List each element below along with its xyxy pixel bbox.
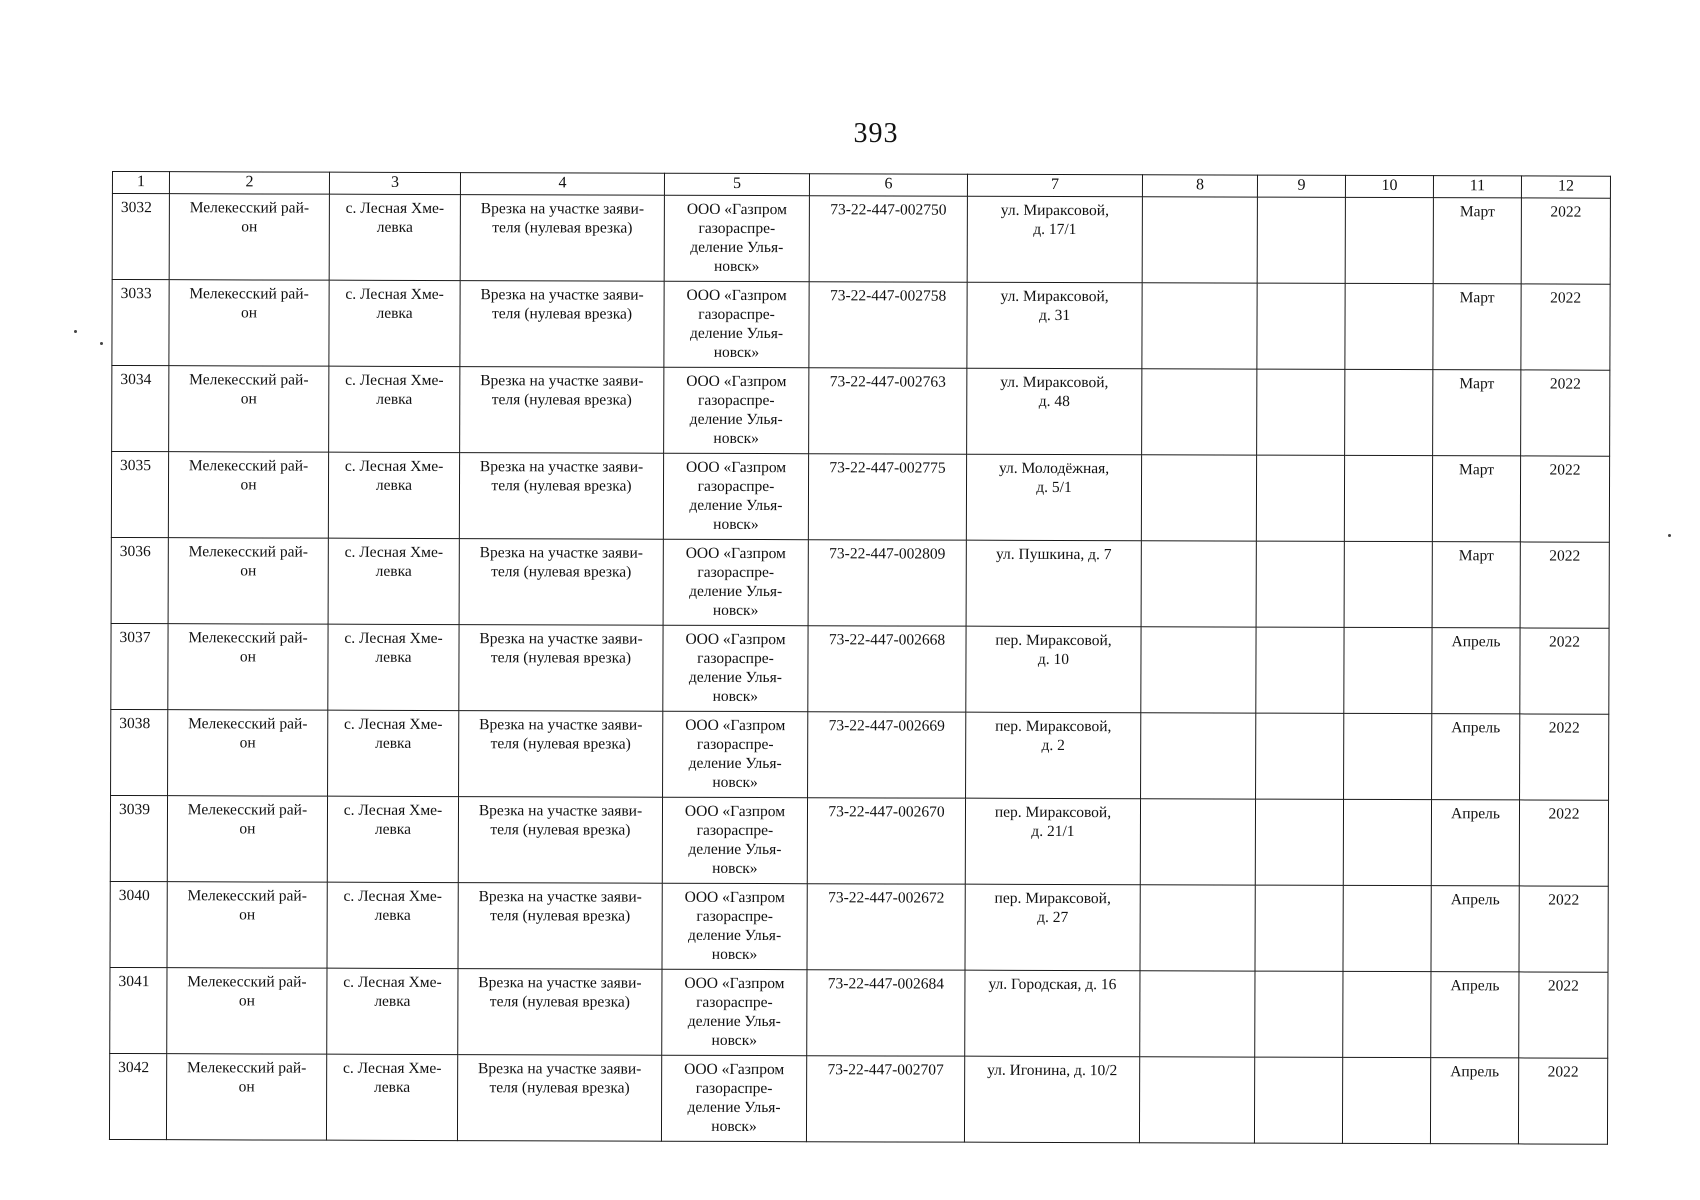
cell-text: ул. Городская, д. 16 (988, 975, 1117, 994)
cell-text: Мелекесский рай- он (189, 285, 309, 322)
cell-text: 73-22-447-002672 (828, 889, 945, 907)
cell-col-8 (1140, 799, 1255, 885)
cell-text: ООО «Газпром газораспре- деление Улья- новск» (685, 544, 786, 620)
cell-col-7 (966, 626, 1141, 713)
cell-text: Мелекесский рай- он (189, 199, 310, 236)
cell-col-5 (663, 453, 808, 539)
cell-text: ООО «Газпром газораспре- деление Улья- новск» (684, 1060, 785, 1136)
cell-col-11 (1432, 628, 1520, 714)
cell-col-12 (1520, 628, 1609, 714)
cell-text: 2022 (1548, 805, 1580, 823)
cell-col-11 (1430, 1058, 1518, 1144)
cell-text: с. Лесная Хме- левка (344, 543, 444, 580)
cell-col-2 (168, 452, 328, 539)
table-row (111, 452, 1609, 543)
cell-text: Март (1459, 203, 1495, 221)
cell-text: с. Лесная Хме- левка (344, 629, 443, 666)
cell-text: 2022 (1549, 547, 1581, 565)
cell-text: 3039 (118, 801, 151, 819)
table-row (110, 881, 1608, 972)
cell-text: ООО «Газпром газораспре- деление Улья- новск» (684, 802, 786, 878)
cell-text: Март (1459, 461, 1495, 479)
cell-col-4 (458, 883, 662, 970)
cell-text: ул. Игонина, д. 10/2 (987, 1061, 1118, 1080)
cell-col-4 (459, 625, 663, 712)
column-header-7: 7 (967, 174, 1142, 197)
cell-col-11 (1431, 886, 1519, 972)
cell-text: 3042 (118, 1059, 150, 1077)
cell-text: пер. Мираксовой, д. 21/1 (994, 803, 1112, 841)
cell-text: 3040 (118, 887, 150, 905)
cell-col-10 (1342, 1057, 1430, 1143)
cell-text: Врезка на участке заяви- теля (нулевая врезка) (480, 200, 645, 237)
cell-col-7 (967, 196, 1142, 283)
cell-col-4 (458, 969, 662, 1056)
cell-col-2 (168, 538, 328, 625)
cell-text: ул. Мираксовой, д. 17/1 (1000, 201, 1109, 239)
cell-col-10 (1343, 971, 1431, 1057)
cell-col-7 (967, 282, 1142, 369)
cell-text: с. Лесная Хме- левка (343, 801, 443, 838)
cell-col-9 (1257, 369, 1345, 455)
cell-text: ООО «Газпром газораспре- деление Улья- новск» (686, 200, 787, 276)
cell-col-1 (110, 881, 167, 967)
cell-col-5 (664, 367, 809, 453)
table-body (109, 194, 1610, 1145)
cell-col-11 (1432, 542, 1520, 628)
table-row (109, 1053, 1607, 1144)
cell-col-5 (662, 969, 807, 1055)
cell-col-4 (459, 453, 663, 540)
cell-col-8 (1141, 541, 1256, 627)
column-header-1: 1 (112, 172, 169, 194)
cell-col-9 (1257, 197, 1345, 283)
cell-col-3 (327, 968, 458, 1054)
cell-text: Врезка на участке заяви- теля (нулевая врезка) (478, 888, 642, 925)
cell-col-5 (662, 797, 807, 883)
cell-text: 73-22-447-002758 (829, 287, 947, 305)
cell-text: Врезка на участке заяви- теля (нулевая врезка) (478, 1060, 642, 1097)
cell-col-9 (1256, 627, 1344, 713)
cell-text: Врезка на участке заяви- теля (нулевая врезка) (480, 372, 644, 409)
column-header-4: 4 (460, 173, 664, 196)
cell-text: 73-22-447-002775 (829, 459, 946, 477)
cell-col-5 (662, 883, 807, 969)
cell-text: с. Лесная Хме- левка (342, 1059, 442, 1096)
cell-col-8 (1140, 971, 1255, 1057)
cell-text: Мелекесский рай- он (187, 887, 307, 924)
cell-text: Мелекесский рай- он (189, 371, 309, 408)
cell-text: 73-22-447-002684 (827, 975, 945, 993)
cell-col-9 (1255, 971, 1343, 1057)
cell-col-1 (111, 537, 168, 623)
cell-col-9 (1256, 713, 1344, 799)
cell-col-4 (458, 797, 662, 884)
cell-col-9 (1255, 885, 1343, 971)
cell-col-2 (166, 1054, 326, 1141)
cell-col-12 (1519, 886, 1608, 972)
cell-col-1 (111, 623, 168, 709)
table-row (112, 280, 1610, 371)
cell-text: Врезка на участке заяви- теля (нулевая врезка) (479, 544, 643, 581)
cell-col-9 (1256, 455, 1344, 541)
cell-text: 2022 (1549, 633, 1581, 651)
cell-text: 2022 (1550, 289, 1582, 307)
cell-col-6 (806, 1056, 964, 1142)
cell-col-1 (110, 795, 167, 881)
column-header-9: 9 (1257, 175, 1345, 197)
cell-col-7 (967, 368, 1142, 455)
cell-text: Апрель (1451, 633, 1501, 651)
cell-text: пер. Мираксовой, д. 27 (994, 889, 1111, 927)
cell-text: 2022 (1549, 375, 1581, 393)
table-row (110, 795, 1608, 886)
cell-col-1 (109, 1053, 166, 1139)
cell-text: 73-22-447-002763 (829, 373, 946, 391)
cell-col-2 (168, 710, 328, 797)
cell-text: Мелекесский рай- он (188, 715, 308, 752)
cell-text: Врезка на участке заяви- теля (нулевая врезка) (478, 802, 643, 839)
cell-text: Мелекесский рай- он (187, 801, 308, 838)
table-row (112, 366, 1610, 457)
cell-text: 73-22-447-002668 (828, 631, 946, 649)
cell-col-7 (966, 540, 1141, 627)
cell-col-4 (460, 195, 664, 282)
cell-col-9 (1257, 283, 1345, 369)
cell-col-8 (1142, 197, 1257, 283)
cell-text: 2022 (1548, 891, 1580, 909)
cell-col-10 (1345, 197, 1433, 283)
cell-col-7 (966, 712, 1141, 799)
cell-col-12 (1521, 370, 1610, 456)
cell-text: 73-22-447-002750 (830, 201, 947, 219)
cell-col-3 (327, 796, 458, 882)
cell-text: с. Лесная Хме- левка (344, 715, 443, 752)
cell-col-3 (328, 624, 459, 710)
cell-text: 73-22-447-002670 (828, 803, 945, 821)
cell-col-8 (1142, 283, 1257, 369)
cell-col-5 (663, 711, 808, 797)
cell-col-8 (1139, 1057, 1254, 1143)
data-table (109, 171, 1611, 1145)
cell-col-5 (663, 539, 808, 625)
cell-text: 3034 (120, 371, 152, 389)
cell-text: ООО «Газпром газораспре- деление Улья- новск» (685, 630, 786, 706)
cell-col-10 (1345, 283, 1433, 369)
cell-col-5 (664, 195, 809, 281)
cell-col-3 (326, 1054, 457, 1140)
cell-col-8 (1141, 455, 1256, 541)
cell-text: ООО «Газпром газораспре- деление Улья- новск» (686, 372, 787, 448)
cell-col-1 (112, 280, 169, 366)
cell-col-10 (1344, 455, 1432, 541)
cell-col-6 (808, 540, 966, 626)
table-row (111, 537, 1609, 628)
cell-col-2 (167, 882, 327, 969)
cell-text: Врезка на участке заяви- теля (нулевая врезка) (478, 974, 642, 1011)
column-header-10: 10 (1345, 175, 1433, 197)
cell-text: 73-22-447-002707 (827, 1061, 944, 1079)
cell-col-6 (807, 970, 965, 1056)
scan-speck (100, 342, 103, 345)
cell-col-6 (809, 368, 967, 454)
cell-text: ул. Пушкина, д. 7 (995, 545, 1112, 564)
cell-col-8 (1141, 713, 1256, 799)
column-header-3: 3 (329, 172, 460, 194)
cell-text: ООО «Газпром газораспре- деление Улья- новск» (684, 888, 785, 964)
cell-text: Март (1459, 289, 1495, 307)
cell-text: с. Лесная Хме- левка (345, 371, 444, 408)
cell-text: Мелекесский рай- он (188, 629, 308, 666)
cell-text: ул. Молодёжная, д. 5/1 (998, 459, 1110, 497)
column-header-12: 12 (1521, 176, 1610, 198)
cell-col-2 (167, 968, 327, 1055)
cell-text: 2022 (1547, 977, 1579, 995)
cell-col-3 (328, 452, 459, 538)
cell-col-2 (167, 796, 327, 883)
cell-text: 3038 (119, 715, 151, 733)
cell-col-8 (1140, 885, 1255, 971)
table-row (110, 967, 1608, 1058)
cell-col-4 (460, 367, 664, 454)
cell-col-10 (1344, 627, 1432, 713)
cell-col-6 (808, 712, 966, 798)
cell-text: Апрель (1450, 805, 1500, 823)
cell-col-10 (1345, 369, 1433, 455)
cell-col-2 (169, 280, 329, 367)
cell-col-3 (328, 710, 459, 796)
cell-col-8 (1142, 369, 1257, 455)
cell-col-3 (328, 538, 459, 624)
cell-col-1 (110, 967, 167, 1053)
cell-text: с. Лесная Хме- левка (343, 973, 442, 1010)
cell-col-5 (664, 281, 809, 367)
cell-text: Апрель (1450, 1063, 1500, 1081)
cell-text: с. Лесная Хме- левка (345, 285, 444, 322)
cell-text: 3035 (120, 457, 152, 475)
cell-col-2 (169, 194, 329, 281)
cell-col-10 (1343, 799, 1431, 885)
cell-col-2 (168, 624, 328, 711)
cell-col-6 (809, 196, 967, 282)
cell-col-12 (1521, 284, 1610, 370)
cell-text: 2022 (1547, 1063, 1579, 1081)
cell-text: ООО «Газпром газораспре- деление Улья- новск» (685, 716, 786, 792)
cell-text: Врезка на участке заяви- теля (нулевая врезка) (479, 716, 643, 753)
cell-text: 2022 (1550, 203, 1582, 221)
cell-col-2 (169, 366, 329, 453)
cell-text: Март (1458, 547, 1494, 565)
cell-col-12 (1520, 456, 1609, 542)
cell-col-10 (1343, 885, 1431, 971)
cell-text: 3037 (119, 629, 151, 647)
cell-col-4 (459, 711, 663, 798)
cell-col-9 (1256, 541, 1344, 627)
column-header-5: 5 (664, 173, 809, 195)
cell-text: с. Лесная Хме- левка (344, 457, 444, 494)
cell-col-3 (327, 882, 458, 968)
cell-col-6 (807, 798, 965, 884)
cell-text: Врезка на участке заяви- теля (нулевая врезка) (479, 458, 644, 495)
cell-text: Врезка на участке заяви- теля (нулевая врезка) (479, 630, 643, 667)
scan-speck (1668, 534, 1671, 537)
cell-text: 2022 (1549, 461, 1581, 479)
cell-col-11 (1433, 284, 1521, 370)
cell-text: 3032 (120, 199, 152, 217)
cell-col-10 (1344, 713, 1432, 799)
cell-col-8 (1141, 627, 1256, 713)
cell-col-5 (661, 1055, 806, 1141)
cell-col-11 (1432, 456, 1520, 542)
cell-text: ул. Мираксовой, д. 48 (1000, 373, 1109, 411)
column-header-6: 6 (809, 174, 967, 196)
cell-col-6 (809, 282, 967, 368)
table-row (111, 709, 1609, 800)
cell-text: ООО «Газпром газораспре- деление Улья- новск» (685, 458, 787, 534)
cell-col-12 (1519, 972, 1608, 1058)
cell-col-7 (965, 798, 1140, 885)
cell-text: Мелекесский рай- он (188, 457, 309, 494)
cell-col-7 (965, 884, 1140, 971)
table-row (111, 623, 1609, 714)
cell-text: с. Лесная Хме- левка (345, 199, 445, 236)
cell-col-3 (329, 366, 460, 452)
cell-text: Мелекесский рай- он (186, 1059, 307, 1096)
cell-col-7 (965, 970, 1140, 1057)
table-row (112, 194, 1610, 285)
cell-col-9 (1254, 1057, 1342, 1143)
cell-text: 73-22-447-002809 (829, 545, 946, 563)
column-header-8: 8 (1142, 175, 1257, 197)
cell-col-10 (1344, 541, 1432, 627)
cell-text: 2022 (1548, 719, 1580, 737)
cell-col-1 (111, 452, 168, 538)
cell-text: ООО «Газпром газораспре- деление Улья- новск» (684, 974, 785, 1050)
cell-col-12 (1520, 714, 1609, 800)
cell-text: Апрель (1450, 891, 1500, 909)
cell-col-1 (112, 366, 169, 452)
page-number: 393 (853, 118, 899, 149)
cell-col-12 (1520, 542, 1609, 628)
cell-text: Апрель (1450, 977, 1500, 995)
cell-text: Мелекесский рай- он (188, 543, 308, 580)
cell-text: 3041 (118, 973, 150, 991)
column-header-11: 11 (1433, 176, 1521, 198)
cell-col-12 (1518, 1058, 1607, 1144)
scan-speck (74, 330, 77, 333)
cell-text: ул. Мираксовой, д. 31 (1000, 287, 1109, 325)
cell-col-5 (663, 625, 808, 711)
cell-col-12 (1519, 800, 1608, 886)
cell-col-3 (329, 194, 460, 280)
cell-text: 73-22-447-002669 (828, 717, 945, 735)
cell-text: Март (1459, 375, 1495, 393)
cell-text: Апрель (1451, 719, 1501, 737)
cell-col-11 (1431, 972, 1519, 1058)
cell-col-1 (112, 194, 169, 280)
cell-col-9 (1255, 799, 1343, 885)
cell-col-4 (459, 539, 663, 626)
cell-text: пер. Мираксовой, д. 10 (995, 631, 1112, 669)
cell-col-3 (329, 280, 460, 366)
cell-col-11 (1433, 198, 1521, 284)
cell-col-11 (1431, 800, 1519, 886)
column-header-2: 2 (169, 172, 329, 195)
cell-text: Мелекесский рай- он (187, 973, 307, 1010)
cell-col-1 (111, 709, 168, 795)
cell-text: 3033 (120, 285, 152, 303)
cell-col-4 (460, 281, 664, 368)
cell-text: пер. Мираксовой, д. 2 (995, 717, 1112, 754)
cell-col-12 (1521, 198, 1610, 284)
cell-col-11 (1433, 370, 1521, 456)
cell-col-7 (964, 1056, 1139, 1143)
cell-col-6 (808, 626, 966, 712)
cell-text: ООО «Газпром газораспре- деление Улья- новск» (686, 286, 787, 362)
cell-text: с. Лесная Хме- левка (343, 887, 442, 924)
cell-col-11 (1432, 714, 1520, 800)
cell-col-6 (808, 454, 966, 540)
cell-text: 3036 (119, 543, 151, 561)
cell-col-6 (807, 884, 965, 970)
cell-text: Врезка на участке заяви- теля (нулевая врезка) (480, 286, 644, 323)
cell-col-4 (457, 1055, 661, 1142)
cell-col-7 (966, 454, 1141, 541)
